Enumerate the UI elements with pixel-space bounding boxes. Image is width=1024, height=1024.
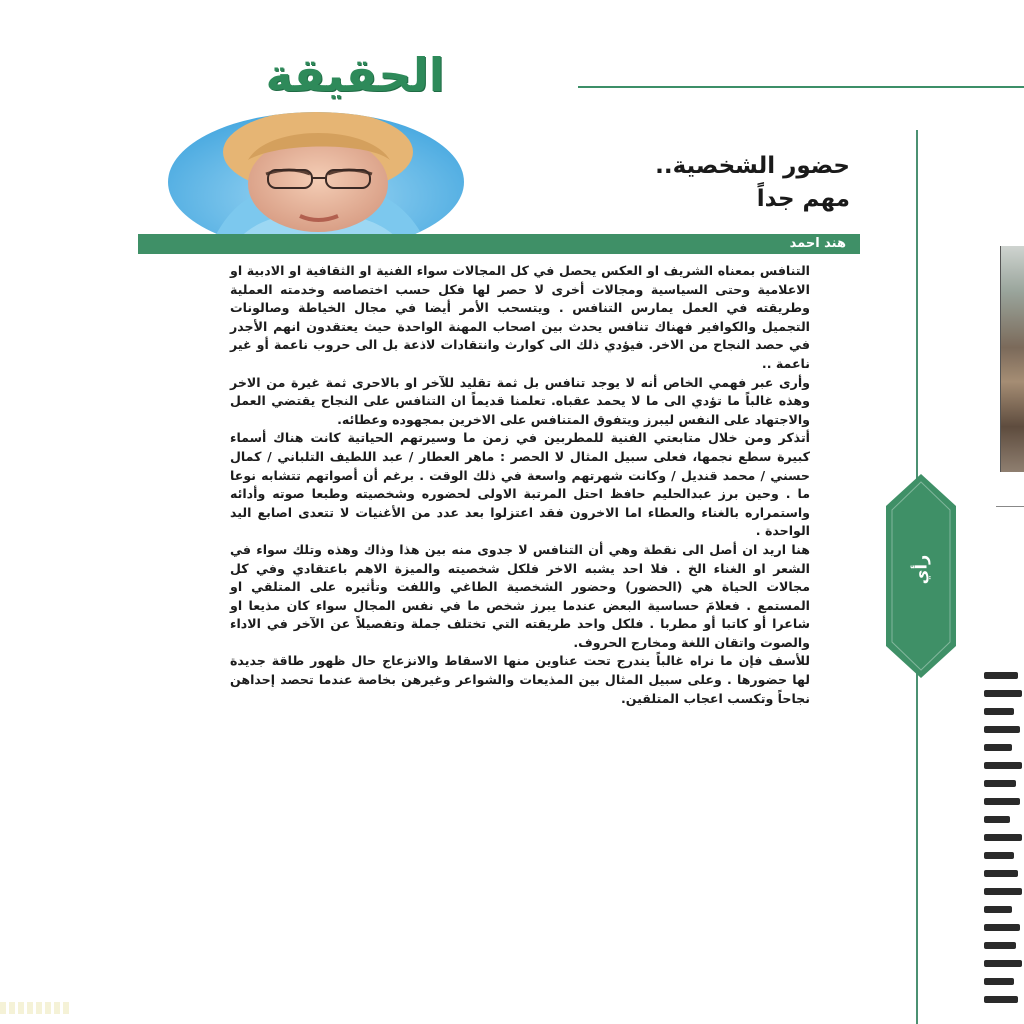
adjacent-rule bbox=[996, 506, 1024, 507]
article-headline bbox=[470, 150, 850, 216]
author-byline: هند احمد bbox=[789, 236, 846, 251]
masthead-logo: الحقيقة bbox=[265, 48, 445, 102]
opinion-badge-icon bbox=[884, 472, 958, 680]
adjacent-text-column bbox=[984, 672, 1024, 1024]
faint-watermark bbox=[0, 1002, 70, 1014]
section-label: رأي bbox=[911, 554, 931, 585]
byline-bar bbox=[138, 234, 860, 254]
article-body: التنافس بمعناه الشريف او العكس يحصل في كل المجالات سواء الفنية او الثقافية او الادبية او الاعلامية وحتى السياسية ومجالات أخرى لا حصر لها فكل حسب اختصاصه وخدمته العملية وطريقته في العمل يمارس التنافس . ويتسحب الأمر أيضا في مجال الخياطة وصالونات التجميل والكوافير فهناك تنافس يحدث بين اصحاب المهنة الواحدة حيث يعتقدون انهم الأجدر في حصد النجاح من الاخر. فيؤدي ذلك الى كوارث وانتقادات لاذعة بل الى حروب ناعمة أو غير ناعمة .. وأرى عبر فهمي الخاص أنه لا يوجد تنافس بل ثمة تقليد للآخر او بالاحرى ثمة غيرة من الاخر وهذه غالباً ما تؤدي الى ما لا يحمد عقباه. تعلمنا قديماً ان التنافس على النجاح يقتضي العمل والاجتهاد على النفس ليبرز ويتفوق المتنافس على الاخرين بمجهوده وعطائه. أتذكر ومن خلال متابعتي الفنية للمطربين في زمن ما وسيرتهم الحياتية كانت هناك أسماء كبيرة سطع نجمها، فعلى سبيل المثال لا الحصر : ماهر العطار / عبد اللطيف التلباني / كمال حسني / محمد قنديل / وكانت شهرتهم واسعة في ذلك الوقت . برغم أن أصواتهم تتشابه نوعا ما . وحين برز عبدالحليم حافظ احتل المرتبة الاولى لحضوره وشخصيته وطبعا صوته وأدائه واستمراره بالغناء والعطاء اما الاخرون فقد اعتزلوا بعد عدد من الأغنيات لا تتعدى اصابع اليد الواحدة . هنا اريد ان أصل الى نقطة وهي أن التنافس لا جدوى منه بين هذا وذاك وهذه وتلك سواء في الشعر او الغناء الخ . فلا احد يشبه الاخر فلكل شخصيته والميزة الاهم باعتقادي وفي كل مجالات الحياة هي (الحضور) وحضور الشخصية الطاغي واللفت وتأثيره على المتلقي او المستمع . فعلامَ حساسية البعض عندما يبرز شخص ما في نفس المجال سواء كان مذيعا او شاعرا أو كاتبا أو مطربا . فلكل واحد طريقته التي تختلف جملة وتفصيلاً عن الآخر في الاداء والصوت واتقان اللغة ومخارج الحروف. للأسف فإن ما نراه غالباً يندرج تحت عناوين منها الاسقاط والانزعاج حال ظهور طاقة جديدة لها حضورها . وعلى سبيل المثال بين المذيعات والشواعر وغيرهن بخاصة عندما تحصد إحداهن نجاحاً وتكسب اعجاب المتلقين. bbox=[230, 263, 810, 706]
headline-line-1: حضور الشخصية.. bbox=[655, 153, 850, 179]
adjacent-photo bbox=[1000, 246, 1024, 472]
author-portrait-icon bbox=[168, 112, 464, 252]
headline-line-2: مهم جداً bbox=[756, 186, 850, 212]
masthead-rule bbox=[578, 86, 1024, 88]
